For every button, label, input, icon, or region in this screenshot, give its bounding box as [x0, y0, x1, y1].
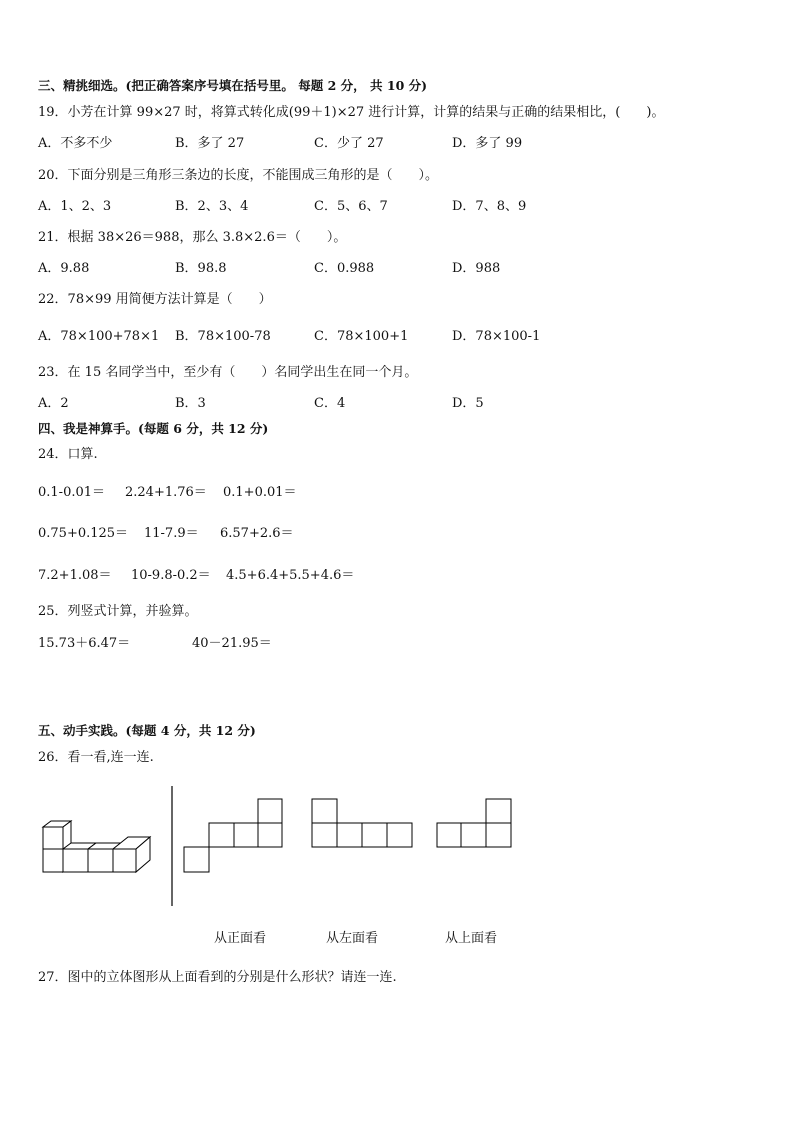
oral-calc-item: 0.75+0.125＝: [38, 526, 129, 541]
q21-option-c: C．0.988: [314, 261, 375, 276]
q22-option-a: A．78×100+78×1: [38, 329, 160, 344]
q23-option-a: A．2: [38, 396, 69, 411]
question-24-stem: 24．口算.: [38, 447, 98, 462]
view-shape-3: [436, 798, 516, 850]
q23-option-d: D．5: [452, 396, 484, 411]
q20-option-d: D．7、8、9: [452, 199, 527, 214]
q22-option-d: D．78×100-1: [452, 329, 541, 344]
question-19-stem: 19．小芳在计算 99×27 时，将算式转化成(99＋1)×27 进行计算，计算的结果与正确的结果相比，( )。: [38, 105, 665, 120]
q19-option-b: B．多了 27: [175, 136, 245, 151]
question-23-stem: 23．在 15 名同学当中，至少有（ ）名同学出生在同一个月。: [38, 365, 418, 380]
q22-option-c: C．78×100+1: [314, 329, 409, 344]
section-5-heading: 五、动手实践。(每题 4 分，共 12 分): [38, 723, 256, 738]
vertical-calc-item: 40－21.95＝: [192, 636, 272, 651]
q20-option-c: C．5、6、7: [314, 199, 388, 214]
oral-calc-item: 10-9.8-0.2＝: [131, 568, 211, 583]
view-label-front: 从正面看: [214, 931, 267, 946]
q22-option-b: B．78×100-78: [175, 329, 271, 344]
question-27-stem: 27．图中的立体图形从上面看到的分别是什么形状？请连一连.: [38, 970, 397, 985]
q21-option-b: B．98.8: [175, 261, 227, 276]
q21-option-d: D．988: [452, 261, 501, 276]
divider-line: [171, 786, 174, 908]
question-26-stem: 26．看一看,连一连.: [38, 750, 154, 765]
question-25-stem: 25．列竖式计算，并验算。: [38, 604, 198, 619]
oral-calc-item: 0.1-0.01＝: [38, 485, 106, 500]
vertical-calc-item: 15.73＋6.47＝: [38, 636, 131, 651]
q20-option-a: A．1、2、3: [38, 199, 112, 214]
oral-calc-item: 7.2+1.08＝: [38, 568, 112, 583]
oral-calc-item: 2.24+1.76＝: [125, 485, 207, 500]
view-label-top: 从上面看: [445, 931, 498, 946]
q19-option-a: A．不多不少: [38, 136, 113, 151]
view-shape-2: [311, 798, 415, 850]
oral-calc-item: 4.5+6.4+5.5+4.6＝: [226, 568, 355, 583]
section-3-heading: 三、精挑细选。(把正确答案序号填在括号里。 每题 2 分， 共 10 分): [38, 78, 428, 93]
oral-calc-item: 6.57+2.6＝: [220, 526, 294, 541]
view-shape-1: [183, 798, 285, 875]
solid-figure: [40, 820, 155, 878]
section-4-heading: 四、我是神算手。(每题 6 分，共 12 分): [38, 421, 269, 436]
q19-option-d: D．多了 99: [452, 136, 523, 151]
question-22-stem: 22．78×99 用简便方法计算是（ ）: [38, 292, 272, 307]
q19-option-c: C．少了 27: [314, 136, 384, 151]
q20-option-b: B．2、3、4: [175, 199, 249, 214]
view-label-left: 从左面看: [326, 931, 379, 946]
oral-calc-item: 0.1+0.01＝: [223, 485, 297, 500]
q23-option-c: C．4: [314, 396, 346, 411]
question-20-stem: 20．下面分别是三角形三条边的长度，不能围成三角形的是（ ）。: [38, 168, 439, 183]
q23-option-b: B．3: [175, 396, 206, 411]
question-21-stem: 21．根据 38×26＝988，那么 3.8×2.6＝（ ）。: [38, 230, 347, 245]
oral-calc-item: 11-7.9＝: [144, 526, 199, 541]
q21-option-a: A．9.88: [38, 261, 90, 276]
